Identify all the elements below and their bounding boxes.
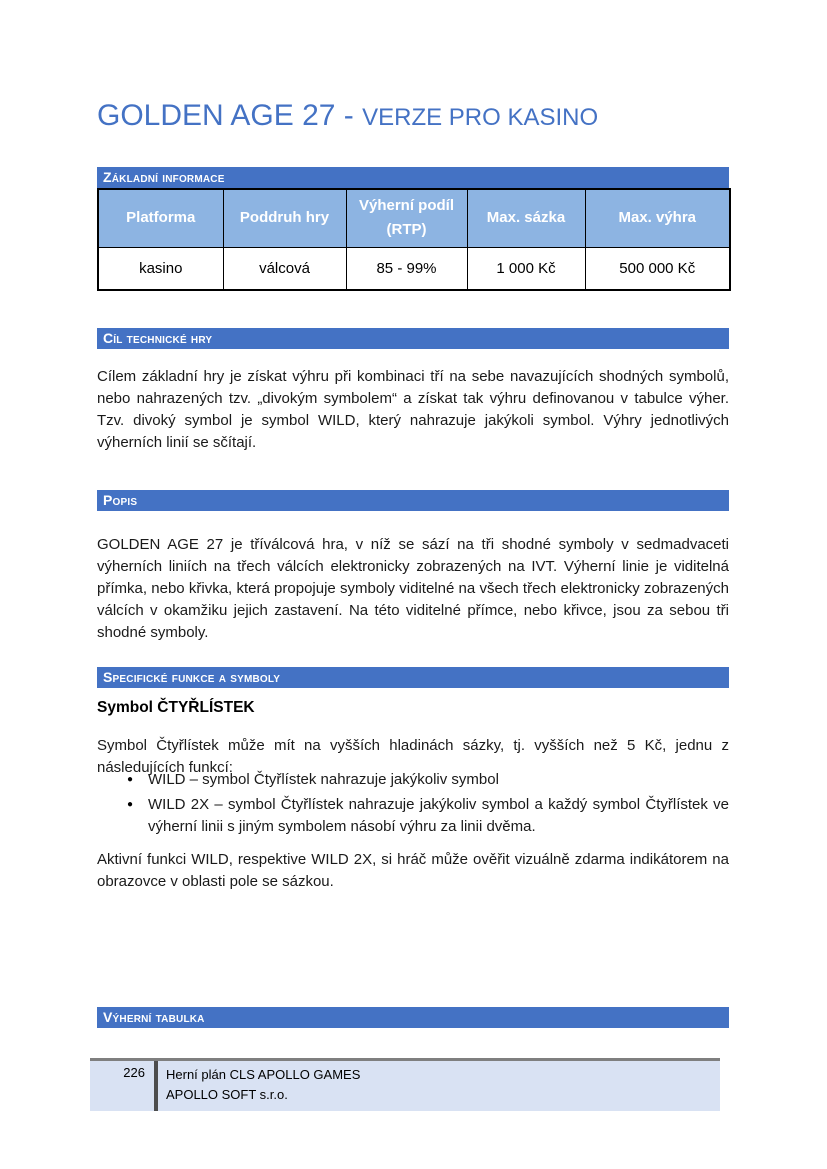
page-footer	[90, 1058, 720, 1111]
bullet-icon: ●	[127, 774, 134, 785]
section-header-functions-label: Specifické funkce a symboly	[103, 669, 281, 685]
functions-bullet-list	[97, 769, 729, 841]
col-header-vyherni-podil: Výherní podíl (RTP)	[346, 189, 467, 247]
list-item	[97, 794, 729, 838]
table-row	[98, 247, 730, 290]
footer-line2: APOLLO SOFT s.r.o.	[166, 1087, 288, 1102]
goal-paragraph: Cílem základní hry je získat výhru při kombinaci tří na sebe navazujících shodných symbolů, nebo nahrazených tzv. „divokým symbolem“ a získat tak výhru definovanou v tabulce výher. Tzv. divoký symbol je symbol WILD, který nahrazuje jakýkoli symbol. Výhry jednotlivých výherních linií se sčítají.	[97, 368, 729, 451]
footer-line1: Herní plán CLS APOLLO GAMES	[166, 1067, 361, 1082]
cell-max-sazka: 1 000 Kč	[467, 247, 585, 290]
description-paragraph: GOLDEN AGE 27 je tříválcová hra, v níž se sází na tři shodné symboly v sedmadvaceti výherních liniích na třech válcích elektronicky zobrazených na IVT. Výherní linie je viditelná přímka, nebo křivka, která propojuje symboly viditelné na všech třech elektronicky zobrazených válcích v okamžiku jejich zastavení. Na této viditelné přímce, nebo křivce, jsou za sebou tři shodné symboly.	[97, 536, 729, 641]
section-header-description-label: Popis	[103, 492, 138, 508]
cell-vyherni-podil: 85 - 99%	[346, 247, 467, 290]
section-header-goal	[97, 328, 729, 349]
section-header-functions	[97, 667, 729, 688]
col-header-platforma: Platforma	[98, 189, 223, 247]
footer-text	[158, 1061, 360, 1111]
cell-poddruh-hry: válcová	[223, 247, 346, 290]
cell-platforma: kasino	[98, 247, 223, 290]
page-title-subtitle: VERZE PRO KASINO	[362, 104, 599, 131]
symbol-subheading: Symbol ČTYŘLÍSTEK	[97, 699, 255, 716]
bullet-icon: ●	[127, 799, 134, 810]
section-header-description	[97, 490, 729, 511]
table-header-row	[98, 189, 730, 247]
page-number: 226	[123, 1065, 145, 1080]
section-header-basic-info-label: Základní informace	[103, 169, 225, 185]
page-title	[97, 95, 598, 139]
col-header-poddruh-hry: Poddruh hry	[223, 189, 346, 247]
section-header-paytable-label: Výherní tabulka	[103, 1009, 205, 1025]
col-header-max-vyhra: Max. výhra	[585, 189, 730, 247]
section-header-paytable	[97, 1007, 729, 1028]
col-header-max-sazka: Max. sázka	[467, 189, 585, 247]
section-header-basic-info	[97, 167, 729, 188]
bullet-text: WILD – symbol Čtyřlístek nahrazuje jakýkoliv symbol	[148, 771, 499, 788]
functions-intro-paragraph: Symbol Čtyřlístek může mít na vyšších hladinách sázky, tj. vyšších než 5 Kč, jednu z následujících funkcí:	[97, 737, 729, 776]
list-item	[97, 769, 729, 791]
section-header-goal-label: Cíl technické hry	[103, 330, 213, 346]
basic-info-table	[97, 188, 731, 291]
wild-note-paragraph: Aktivní funkci WILD, respektive WILD 2X, si hráč může ověřit vizuálně zdarma indikátorem na obrazovce v oblasti pole se sázkou.	[97, 851, 729, 890]
bullet-text: WILD 2X – symbol Čtyřlístek nahrazuje jakýkoliv symbol a každý symbol Čtyřlístek ve výherní linii s jiným symbolem násobí výhru za linii dvěma.	[148, 796, 729, 835]
cell-max-vyhra: 500 000 Kč	[585, 247, 730, 290]
page-title-main: GOLDEN AGE 27 -	[97, 99, 363, 132]
